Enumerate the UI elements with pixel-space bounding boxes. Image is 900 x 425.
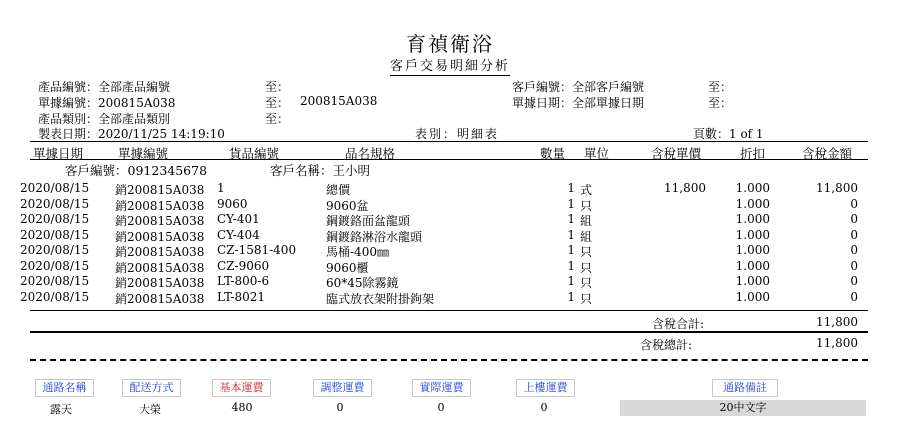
cell-amount: 0	[850, 196, 858, 211]
cell-discount: 1.000	[735, 212, 770, 226]
filter-category: 產品類別：全部產品類別	[38, 112, 171, 126]
header-rule-top	[30, 141, 868, 142]
cell-discount: 1.000	[735, 181, 770, 195]
cell-unit: 只	[580, 260, 593, 275]
cell-doc: 銷200815A038	[115, 229, 205, 244]
total-value: 11,800	[816, 336, 858, 350]
footer-label: 調整運費	[313, 379, 372, 397]
header-rule-bottom	[30, 159, 868, 160]
cell-doc: 銷200815A038	[115, 245, 205, 259]
cell-spec: 鋼鍍鉻淋浴水龍頭	[326, 229, 423, 244]
cell-discount: 1.000	[735, 243, 770, 257]
cell-qty: 1	[567, 227, 575, 242]
cell-product: CY-401	[217, 212, 260, 226]
subtotal-value: 11,800	[816, 315, 858, 329]
cell-spec: 臨式放衣架附掛鉤架	[326, 291, 435, 306]
cell-unit: 組	[580, 229, 593, 244]
company-name: 育禎衛浴	[406, 32, 494, 56]
cell-date: 2020/08/15	[20, 181, 90, 195]
cell-unit: 組	[580, 214, 593, 228]
cell-date: 2020/08/15	[20, 274, 90, 288]
footer-value: 露天	[50, 403, 72, 416]
col-doc: 單據編號	[118, 146, 169, 161]
cell-discount: 1.000	[735, 274, 770, 288]
filter-doc-no: 單據編號：200815A038	[38, 96, 176, 110]
filter-doc-date: 單據日期：全部單據日期	[512, 96, 645, 110]
cell-amount: 0	[850, 243, 858, 257]
total-label: 含稅總計:	[640, 338, 693, 352]
col-amount: 含稅金額	[802, 146, 853, 161]
col-spec: 品名規格	[345, 146, 396, 161]
filter-doc-no-to: 200815A038	[300, 94, 378, 108]
table-row	[0, 197, 900, 212]
cell-qty: 1	[567, 181, 575, 195]
total-rule	[30, 331, 868, 333]
cell-qty: 1	[567, 274, 575, 288]
cell-spec: 馬桶-400㎜	[326, 245, 389, 259]
col-discount: 折扣	[740, 146, 766, 161]
print-date: 製表日期：2020/11/25 14:19:10	[38, 127, 225, 141]
footer-label: 實際運費	[412, 379, 471, 397]
cell-spec: 總價	[326, 183, 351, 197]
cell-unit: 式	[580, 183, 593, 197]
cell-doc: 銷200815A038	[115, 214, 205, 228]
page-info: 頁數：1 of 1	[693, 127, 764, 141]
col-unit: 單位	[584, 146, 610, 161]
footer-label: 基本運費	[212, 379, 271, 397]
filter-to-1: 至：	[265, 80, 290, 94]
cell-unit: 只	[580, 276, 593, 290]
cell-product: 1	[217, 181, 225, 195]
cell-discount: 1.000	[735, 196, 770, 211]
cell-discount: 1.000	[735, 227, 770, 242]
cell-discount: 1.000	[735, 258, 770, 273]
detail-rule	[30, 310, 868, 311]
col-date: 單據日期	[33, 146, 84, 161]
filter-to-5: 至：	[708, 96, 733, 110]
channel-note-value: 20中文字	[620, 400, 866, 416]
cell-date: 2020/08/15	[20, 258, 90, 273]
cell-doc: 銷200815A038	[115, 291, 205, 306]
table-row	[0, 243, 900, 258]
cell-product: LT-8021	[217, 289, 266, 304]
table-row	[0, 228, 900, 243]
cell-date: 2020/08/15	[20, 227, 90, 242]
cell-doc: 銷200815A038	[115, 276, 205, 290]
footer-label: 配送方式	[122, 379, 181, 397]
cell-unit: 只	[580, 245, 593, 259]
cell-date: 2020/08/15	[20, 289, 90, 304]
footer-value: 480	[231, 401, 253, 414]
cell-qty: 1	[567, 196, 575, 211]
filter-customer-no: 客戶編號：全部客戶編號	[512, 80, 645, 94]
report-title-text: 客戶交易明細分析	[389, 59, 510, 74]
table-row	[0, 212, 900, 227]
cell-product: 9060	[217, 196, 248, 211]
col-product: 貨品編號	[229, 146, 280, 161]
cell-discount: 1.000	[735, 289, 770, 304]
filter-to-4: 至：	[708, 80, 733, 94]
footer-value: 大榮	[139, 403, 161, 416]
footer-label: 上樓運費	[516, 379, 575, 397]
cell-product: CY-404	[217, 227, 260, 242]
cell-doc: 銷200815A038	[115, 198, 205, 213]
cell-unit: 只	[580, 198, 593, 213]
cell-qty: 1	[567, 289, 575, 304]
cell-qty: 1	[567, 258, 575, 273]
cell-unit: 只	[580, 291, 593, 306]
cell-qty: 1	[567, 212, 575, 226]
cell-amount: 0	[850, 274, 858, 288]
dashed-divider	[30, 359, 868, 361]
report-title	[0, 55, 900, 74]
cell-amount: 0	[850, 258, 858, 273]
table-row	[0, 259, 900, 274]
cell-spec: 60*45除霧鏡	[326, 276, 399, 290]
filter-product-no: 產品編號：全部產品編號	[38, 80, 171, 94]
cell-amount: 0	[850, 212, 858, 226]
cell-spec: 9060櫃	[326, 260, 369, 275]
cell-product: CZ-1581-400	[217, 243, 297, 257]
cell-amount: 0	[850, 227, 858, 242]
col-qty: 數量	[540, 146, 566, 161]
cell-product: LT-800-6	[217, 274, 270, 288]
footer-label: 通路名稱	[35, 379, 94, 397]
cell-date: 2020/08/15	[20, 243, 90, 257]
table-row	[0, 274, 900, 289]
cell-spec: 鋼鍍鉻面盆龍頭	[326, 214, 411, 228]
footer-value: 0	[540, 401, 548, 414]
col-price: 含稅單價	[651, 146, 702, 161]
cell-qty: 1	[567, 243, 575, 257]
footer-label: 通路備註	[712, 379, 778, 397]
subtotal-label: 含稅合計:	[652, 317, 705, 331]
customer-no: 客戶編號：0912345678	[65, 163, 208, 178]
cell-amount: 0	[850, 289, 858, 304]
cell-date: 2020/08/15	[20, 212, 90, 226]
table-row	[0, 181, 900, 196]
footer-value: 0	[336, 401, 344, 414]
cell-date: 2020/08/15	[20, 196, 90, 211]
cell-spec: 9060盆	[326, 198, 369, 213]
cell-doc: 銷200815A038	[115, 183, 205, 197]
filter-to-2: 至：	[265, 96, 290, 110]
cell-product: CZ-9060	[217, 258, 270, 273]
cell-price: 11,800	[664, 181, 706, 195]
cell-amount: 11,800	[816, 181, 858, 195]
footer-value: 0	[437, 401, 445, 414]
table-row	[0, 290, 900, 305]
cell-doc: 銷200815A038	[115, 260, 205, 275]
report-type: 表別：明細表	[415, 127, 500, 141]
customer-name: 客戶名稱：王小明	[270, 163, 371, 178]
filter-to-3: 至：	[265, 112, 290, 126]
